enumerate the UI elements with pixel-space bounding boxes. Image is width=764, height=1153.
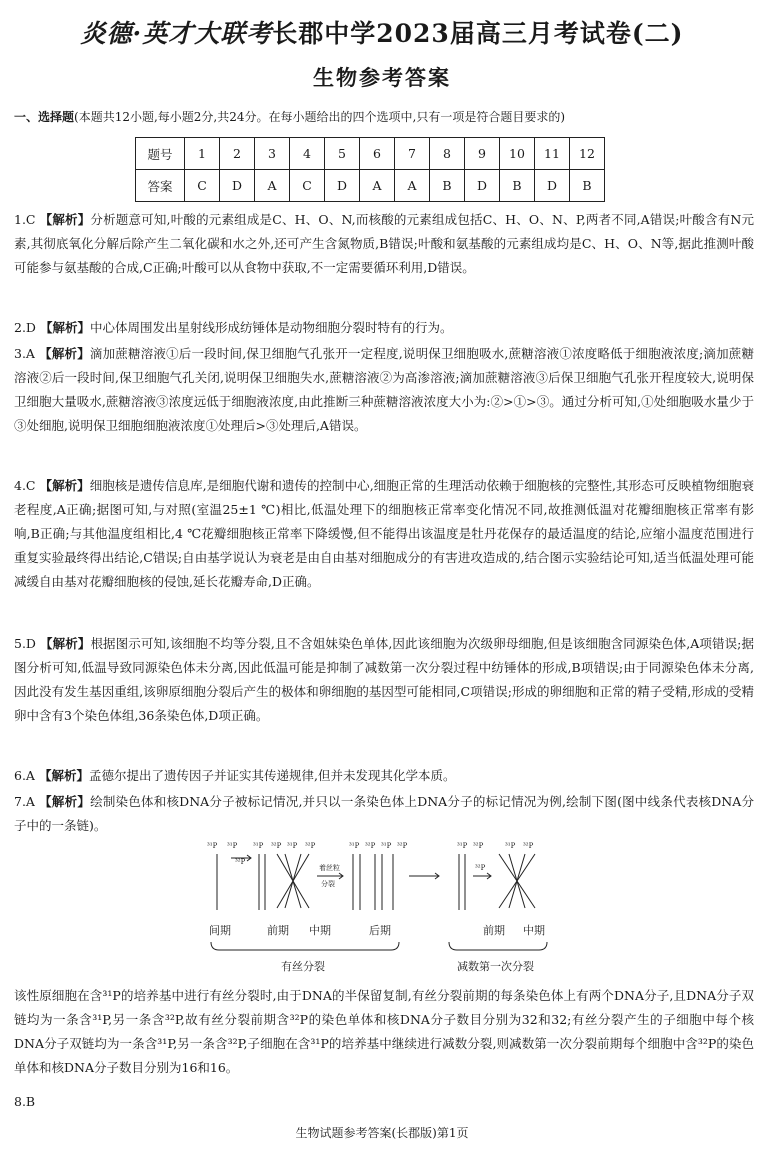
question-label: 2.D [14, 320, 36, 335]
exam-name: 长郡中学2023届高三月考试卷(二) [272, 19, 684, 48]
question-number: 6 [360, 138, 395, 170]
answer-table-number-row [136, 138, 605, 170]
question-label: 1.C [14, 212, 36, 227]
explanation-5 [14, 632, 754, 728]
analysis-tag: 【解析】 [40, 636, 91, 651]
label-p: ³²P [473, 842, 484, 850]
analysis-tag: 【解析】 [38, 768, 89, 783]
question-label: 7.A [14, 794, 35, 809]
explanation-2 [14, 316, 754, 340]
explanation-3 [14, 342, 754, 438]
label-p: ³²P [523, 842, 534, 850]
answer-cell: C [185, 170, 220, 202]
label-p: ³¹P [207, 842, 218, 850]
section-label: 一、选择题 [14, 110, 75, 124]
answer-cell: B [500, 170, 535, 202]
answer-table-answer-row [136, 170, 605, 202]
label-p: ³¹P [457, 842, 468, 850]
explanation-1 [14, 208, 754, 280]
question-number: 2 [220, 138, 255, 170]
question-number: 3 [255, 138, 290, 170]
label-p: ³²P [397, 842, 408, 850]
arrow1-label: ³²P [235, 858, 246, 866]
analysis-tag: 【解析】 [39, 346, 90, 361]
question-number: 10 [500, 138, 535, 170]
explanation-text: 根据图示可知,该细胞不均等分裂,且不含姐妹染色单体,因此该细胞为次级卵母细胞,但是该细胞含同源染色体,A项错误;据图分析可知,低温导致同源染色体未分离,因此低温可能是抑制了减数第一次分裂过程中纺锤体的形成,B项错误;由于同源染色体未分离,因此没有发生基因重组,该卵原细胞分裂后产生的极体和卵细胞的基因型可能相同,C项错误;形成的卵细胞和正常的精子受精,形成的受精卵中含有3个染色体组,36条染色体,D项正确。 [14, 636, 754, 723]
section-heading [14, 108, 754, 125]
row-head-answer: 答案 [136, 170, 185, 202]
phase-label: 前期 [267, 924, 289, 937]
explanation-6 [14, 764, 754, 788]
page-subtitle: 生物参考答案 [313, 65, 451, 90]
label-p: ³¹P [349, 842, 360, 850]
answer-cell: D [220, 170, 255, 202]
question-number: 12 [570, 138, 605, 170]
explanation-text: 滴加蔗糖溶液①后一段时间,保卫细胞气孔张开一定程度,说明保卫细胞吸水,蔗糖溶液①浓度略低于细胞液浓度;滴加蔗糖溶液②后一段时间,保卫细胞气孔关闭,说明保卫细胞失水,蔗糖溶液②为高渗溶液;滴加蔗糖溶液③后保卫细胞气孔张开程度较大,说明保卫细胞大量吸水,蔗糖溶液③浓度远低于细胞液浓度,由此推断三种蔗糖溶液浓度大小为:②>①>③。通过分析可知,①处细胞吸水量少于③处细胞,说明保卫细胞细胞液浓度①处理后>③处理后,A错误。 [14, 346, 754, 433]
explanation-7 [14, 790, 754, 838]
answer-cell: B [570, 170, 605, 202]
bracket-mitosis [211, 942, 399, 950]
phase-label: 前期 [483, 924, 505, 937]
explanation-text: 分析题意可知,叶酸的元素组成是C、H、O、N,而核酸的元素组成包括C、H、O、N、P,两者不同,A错误;叶酸含有N元素,其彻底氧化分解后除产生二氧化碳和水之外,还可产生含氮物质,B错误;叶酸和氨基酸的元素组成均是C、H、O、N等,据此推测叶酸可能参与氨基酸的合成,C正确;叶酸可以从食物中获取,不一定需要循环利用,D错误。 [14, 212, 754, 275]
answer-cell: D [465, 170, 500, 202]
question-number: 5 [325, 138, 360, 170]
row-head-number: 题号 [136, 138, 185, 170]
page-footer: 生物试题参考答案(长郡版)第1页 [295, 1126, 469, 1140]
question-label: 4.C [14, 478, 36, 493]
answer-cell: A [255, 170, 290, 202]
question-label: 3.A [14, 346, 35, 361]
analysis-tag: 【解析】 [39, 320, 90, 335]
answer-cell: A [395, 170, 430, 202]
question-number: 7 [395, 138, 430, 170]
question-label: 5.D [14, 636, 36, 651]
phase-label: 间期 [209, 924, 231, 937]
question-number: 1 [185, 138, 220, 170]
question-number: 11 [535, 138, 570, 170]
explanation-7-continued: 该性原细胞在含³¹P的培养基中进行有丝分裂时,由于DNA的半保留复制,有丝分裂前期的每条染色体上有两个DNA分子,且DNA分子双链均为一条含³¹P,另一条含³²P,故有丝分裂前期含³²P的染色单体和核DNA分子数目分别为32和32;有丝分裂产生的子细胞中每个核DNA分子双链均为一条含³¹P,另一条含³²P,子细胞在含³¹P的培养基中继续进行减数分裂,则减数第一次分裂前期每个细胞中含³²P的染色单体和核DNA分子数目分别为16和16。 [14, 988, 754, 1075]
label-p: ³²P [365, 842, 376, 850]
label-p: ³²P [305, 842, 316, 850]
answer-cell: A [360, 170, 395, 202]
question-number: 8 [430, 138, 465, 170]
analysis-tag: 【解析】 [39, 794, 91, 809]
arrow2-label: 分裂 [321, 880, 335, 888]
bracket-meiosis [449, 942, 547, 950]
explanation-4 [14, 474, 754, 594]
label-p: ³¹P [227, 842, 238, 850]
label-p: ³²P [271, 842, 282, 850]
label-p: ³¹P [287, 842, 298, 850]
answer-table [135, 137, 605, 202]
group-label: 有丝分裂 [281, 960, 325, 973]
question-label: 6.A [14, 768, 35, 783]
explanation-8: 8.B [14, 1094, 36, 1109]
exam-title [0, 14, 764, 50]
phase-label: 后期 [369, 924, 391, 937]
explanation-text: 孟德尔提出了遗传因子并证实其传递规律,但并未发现其化学本质。 [88, 768, 456, 783]
label-p: ³¹P [253, 842, 264, 850]
section-note: (本题共12小题,每小题2分,共24分。在每小题给出的四个选项中,只有一项是符合题目要求的) [74, 110, 565, 124]
answer-cell: B [430, 170, 465, 202]
analysis-tag: 【解析】 [39, 212, 91, 227]
question-number: 9 [465, 138, 500, 170]
phase-label: 中期 [523, 924, 545, 937]
dna-labeling-diagram [205, 838, 585, 978]
analysis-tag: 【解析】 [39, 478, 90, 493]
phase-label: 中期 [309, 924, 331, 937]
group-label: 减数第一次分裂 [457, 960, 534, 973]
explanation-text: 中心体周围发出星射线形成纺锤体是动物细胞分裂时特有的行为。 [89, 320, 453, 335]
answer-cell: D [325, 170, 360, 202]
brand-name: 炎德·英才大联考 [80, 19, 273, 48]
answer-cell: D [535, 170, 570, 202]
label-p: ³¹P [381, 842, 392, 850]
arrow2-label: 着丝粒 [319, 864, 340, 872]
explanation-text: 细胞核是遗传信息库,是细胞代谢和遗传的控制中心,细胞正常的生理活动依赖于细胞核的完整性,其形态可反映植物细胞衰老程度,A正确;据图可知,与对照(室温25±1 ℃)相比,低温处理下的细胞核正常率变化情况不同,故推测低温对花瓣细胞核正常率有影响,B正确;与其他温度组相比,4 ℃花瓣细胞核正常率下降缓慢,但不能得出该温度是牡丹花保存的最适温度的结论,应缩小温度范围进行重复实验最终得出结论,C错误;自由基学说认为衰老是由自由基对细胞成分的有害进攻造成的,结合图示实验结论可知,适当低温处理可能减缓自由基对花瓣细胞核的侵蚀,延长花瓣寿命,D正确。 [14, 478, 754, 589]
label-p: ³¹P [505, 842, 516, 850]
arrow3-label: ³²P [475, 864, 486, 872]
explanation-text: 绘制染色体和核DNA分子被标记情况,并只以一条染色体上DNA分子的标记情况为例,绘制下图(图中线条代表核DNA分子中的一条链)。 [14, 794, 754, 833]
answer-cell: C [290, 170, 325, 202]
question-number: 4 [290, 138, 325, 170]
